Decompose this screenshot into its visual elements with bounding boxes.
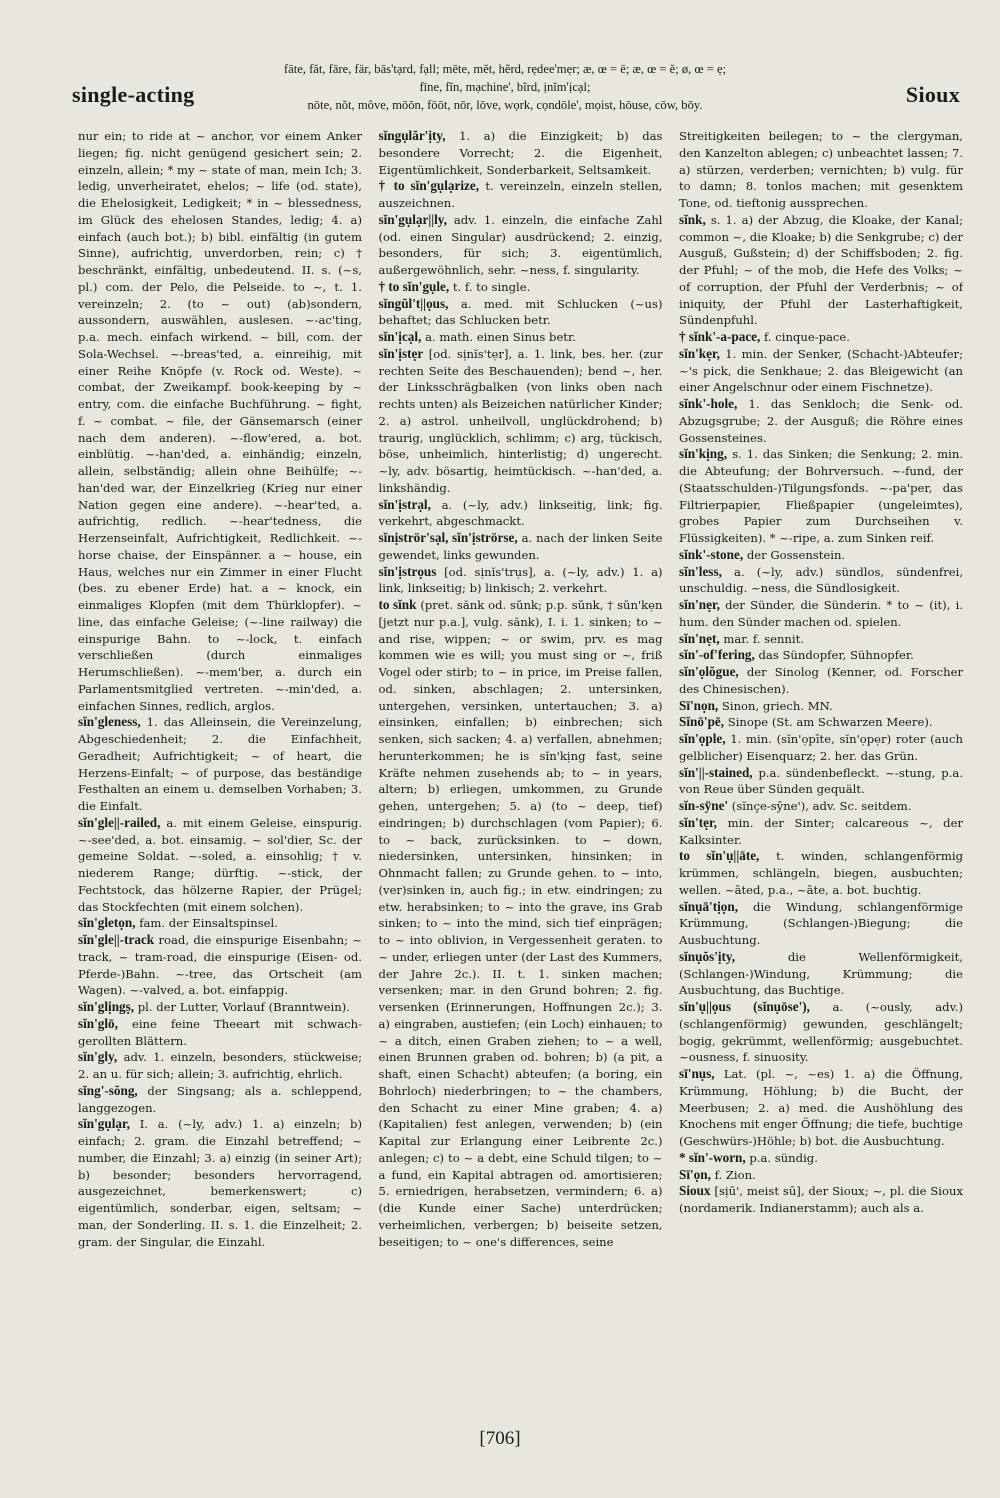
entry-definition: nur ein; to ride at ~ anchor, vor einem Anker liegen; fig. nicht genügend gesichert sein; 2. einzeln, allein; * my ~ state of man, mein Ich; 3. ledig, unverheiratet, ehelos; ~ life (od. state), die Ehelosigkeit, Ledigkeit; * in ~ blessedness, im Glück des ehelosen Standes, ledig; 4. a) einfach (auch bot.); b) bibl. einfältig (in gutem Sinne), aufrichtig, unverdorben, rein; c) † beschränkt, einfältig, unbedeutend. II. s. (~s, pl.) com. der Pelo, die Pelseide. to ~, t. 1. vereinzeln; 2. (to ~ out) (ab)sondern, aussondern, auswählen, auslesen. ~-ac'ting, p.a. mech. einfach wirkend. ~ bill, com. der Sola-Wechsel. ~-breas'ted, a. einreihig, mit einer Reihe Knöpfe (v. Rock od. Weste). ~ combat, der Zweikampf. book-keeping by ~ entry, com. die einfache Buchführung. ~ fight, f. ~ combat. ~ file, der Gänsemarsch (einer nach dem anderen). ~-flow'ered, a. bot. einblütig. ~-han'ded, a. einhändig; einzeln, allein, selbständig; allein ohne Beihülfe; ~-han'ded war, der Einzelkrieg (Krieg nur einer Nation gegen eine andere). ~-hear'ted, a. aufrichtig, redlich. ~-hear'tedness, die Herzenseinfalt, Aufrichtigkeit, Redlichkeit. ~-horse chaise, der Einspänner. a ~ house, ein Haus, welches nur ein Zimmer in einer Flucht (bes. zu ebener Erde) hat. a ~ knock, ein einmaliges Klopfen (mit dem Thürklopfer). ~ line, das einfache Geleise; (~-line railway) die einspurige Bahn. to ~-lock, t. einfach verschließen (durch einmaliges Herumschließen). ~-mem'ber, a. durch ein Parlamentsmitglied vertreten. ~-min'ded, a. einfachen Sinnes, redlich, arglos. [78,129,362,713]
entry-headword: Sioux [679,1183,711,1199]
dictionary-entry [679,128,963,212]
dictionary-entry [379,564,663,598]
entry-definition: a. math. einen Sinus betr. [425,330,576,344]
column-middle [379,128,663,1428]
pronunciation-key [225,60,785,114]
entry-definition: s. 1. a) der Abzug, die Kloake, der Kanal; common ~, die Kloake; b) die Senkgrube; c) der Ausguß, Gußstein; d) der Schiffsboden; 2. fig. der Pfuhl; ~ of the mob, die Hefe des Volks; ~ of corruption, der Pfuhl der Verderbnis; ~ of iniquity, der Pfuhl der Lasterhaftigkeit, Sündenpfuhl. [679,212,963,328]
dictionary-entry [78,915,362,932]
entry-headword: sĭn'nẹr, [679,597,720,612]
entry-definition: a. (~ly, adv.) linkseitig, link; fig. verkehrt, abgeschmackt. [378,497,663,529]
entry-definition: p.a. sündig. [749,1150,818,1165]
entry-headword: sĭn'gle||-track [78,932,155,947]
entry-headword: sĭn'-of'fering, [679,647,755,663]
entry-definition: road, die einspurige Eisenbahn; ~ track, ~ tram-road, die einspurige (Eisen- od. Pferde-)Bahn. ~-tree, das Ortscheit (am Wagen). ~-valved, a. bot. einfappig. [78,933,362,998]
entry-headword: Sĭnō'pē, [679,714,725,730]
entry-headword: sī'nụs, [679,1066,715,1081]
entry-headword: sĭnụā'tịọn, [679,898,739,914]
entry-headword: sĭn'gụlạr||ly, [378,211,447,227]
column-left [78,128,362,1428]
entry-definition: min. der Sinter; calcareous ~, der Kalksinter. [679,815,963,847]
entry-headword: sĭn'ọple, [679,731,726,746]
entry-definition: der Sünder, die Sünderin. * to ~ (it), i. hum. den Sünder machen od. spielen. [679,598,963,629]
entry-definition: Sinope (St. am Schwarzen Meere). [727,715,933,730]
dictionary-entry [679,564,963,598]
entry-headword: sĭn'ịstẹr [378,345,424,361]
dictionary-entry [679,346,963,396]
dictionary-entry [78,1083,362,1117]
entry-definition: f. cinque-pace. [764,330,850,344]
entry-definition: s. 1. das Sinken; die Senkung; 2. min. die Abteufung; der Bohrversuch. ~-fund, der (Staatsschulden-)Tilgungsfonds. ~-pa'per, das Filtrierpapier, Fließpapier (ungeleimtes), grobes Papier zum Durchseihen v. Flüssigkeiten). * ~-ripe, a. zum Sinken reif. [679,447,963,545]
dictionary-entry [379,329,663,346]
entry-definition: fam. der Einsaltspinsel. [139,916,278,931]
entry-definition: p.a. sündenbefleckt. ~-stung, p.a. von Reue über Sünden gequält. [679,765,963,797]
entry-headword: sĭn'ịstrạl, [378,496,431,512]
dictionary-entry [78,932,362,999]
dictionary-entry [679,1167,963,1184]
dictionary-entry [679,212,963,329]
dictionary-entry [679,547,963,564]
entry-definition: adv. 1. einzeln, die einfache Zahl (od. einen Singular) ausdrückend; 2. einzig, besonders, für sich; 3. eigentümlich, außergewöhnlich, sehr. ~ness, f. singularity. [378,212,663,277]
entry-definition: [od. sịnĭs'tẹr], a. 1. link, bes. her. (zur rechten Seite des Beschauenden); bend ~, her. der Linksschrägbalken (von links oben nach rechts unten) als Beizeichen natürlicher Kinder; 2. a) astrol. unheilvoll, unglückdrohend; b) traurig, unglücklich, schlimm; c) arg, tückisch, böse, unheimlich, hinterlistig; d) ungerecht. ~ly, adv. bösartig, heimtückisch. ~-han'ded, a. linkshändig. [378,346,663,495]
dictionary-entry [679,329,963,346]
dictionary-entry [379,279,663,296]
entry-headword: sĭngŭl't||ọus, [378,295,449,311]
entry-definition: Lat. (pl. ~, ~es) 1. a) die Öffnung, Krümmung, Höhlung; b) die Bucht, der Meerbusen; 2. a) med. die Aushöhlung des Knochens mit enger Öffnung; die tiefe, buchtige (Geschwürs-)Höhle; b) bot. die Ausbuchtung. [679,1067,963,1148]
entry-headword: Sī'ọn, [679,1166,711,1182]
entry-headword: sĭn'less, [679,563,722,579]
dictionary-entry [679,647,963,664]
entry-headword: sĭn'gly, [78,1049,118,1065]
entry-definition: (sĭnçe-sȳne'), adv. Sc. seitdem. [731,799,912,813]
entry-headword: sĭnụŏs'ịty, [679,948,736,964]
dictionary-entry [679,1150,963,1167]
dictionary-entry [679,396,963,446]
entry-headword: † sĭnk'-a-pace, [679,329,761,344]
dictionary-entry [679,899,963,949]
pronunciation-key-line-3: nōte, nŏt, môve, mōōn, fōōt, nōr, lōve, wọrk, cọndōle', mọist, hōuse, cōw, bōy. [307,98,703,112]
entry-definition: 1. a) die Einzigkeit; b) das besondere Vorrecht; 2. die Eigenheit, Eigentümlichkeit, Sonderbarkeit, Seltsamkeit. [378,129,663,177]
dictionary-entry [679,731,963,765]
dictionary-entry [679,765,963,799]
dictionary-entry [379,346,663,497]
entry-headword: sĭnk, [679,211,706,227]
entry-definition: die Wellenförmigkeit, (Schlangen-)Windung, Krümmung; die Ausbuchtung, das Buchtige. [679,949,963,998]
guide-word-left: single-acting [72,82,195,107]
entry-headword: sĭn'gleness, [78,714,141,730]
entry-headword: sĭn-sȳne' [679,798,729,813]
entry-headword: sĭn'tẹr, [679,814,717,830]
entry-headword: † to sĭn'gụlạrize, [378,178,480,194]
entry-definition: t. vereinzeln, einzeln stellen, auszeichnen. [378,179,663,210]
dictionary-entry [78,999,362,1016]
entry-definition: a. mit einem Geleise, einspurig. ~-see'ded, a. bot. einsamig. ~ sol'dier, Sc. der gemeine Soldat. ~-soled, a. einsohlig; † v. niederem Range; dürftig. ~-stick, der Fechtstock, das hölzerne Rapier, der Prügel; das Stockfechten (mit einem solchen). [78,815,362,914]
entry-definition: 1. das Alleinsein, die Vereinzelung, Abgeschiedenheit; 2. die Einfachheit, Geradheit; Aufrichtigkeit; ~ of heart, die Herzens-Einfalt; ~ of purpose, das beständige Festhalten an einem u. demselben Vorhaben; 3. die Einfalt. [78,715,362,813]
dictionary-entry [78,128,362,714]
pronunciation-key-line-2: fīne, fĭn, mạchine', bĩrd, ịnĭm'ịcạl; [419,80,591,94]
entry-headword: sĭn'kịng, [679,446,728,462]
dictionary-entry [679,664,963,698]
entry-definition: Sinon, griech. MN. [721,698,833,713]
entry-definition: adv. 1. einzeln, besonders, stückweise; 2. an u. für sich; allein; 3. aufrichtig, ehrlich. [78,1050,362,1081]
dictionary-entry [679,798,963,815]
entry-headword: Sī'nọn, [679,697,719,713]
entry-headword: to sĭn'ụ||āte, [679,848,760,864]
entry-definition: t. f. to single. [452,279,531,294]
dictionary-entry [78,815,362,916]
dictionary-entry [679,714,963,731]
dictionary-entry [679,1066,963,1150]
entry-definition: t. winden, schlangenförmig krümmen, schlängeln, biegen, ausbuchten; wellen. ~āted, p.a., ~āte, a. bot. buchtig. [679,849,963,897]
dictionary-entry [379,597,663,1250]
dictionary-entry [679,1183,963,1217]
dictionary-entry [379,296,663,330]
entry-definition: f. Zion. [714,1167,756,1182]
guide-word-right: Sioux [905,82,960,107]
page-number: [706] [479,1428,521,1449]
entry-definition: [od. sịnĭs'trụs], a. (~ly, adv.) 1. a) link, linkseitig; b) linkisch; 2. verkehrt. [378,564,663,596]
entry-headword: sĭn'kẹr, [679,345,720,361]
entry-definition: 1. das Senkloch; die Senk- od. Abzugsgrube; 2. der Ausguß; die Röhre eines Gossensteines. [679,397,963,445]
entry-definition: a. med. mit Schlucken (~us) behaftet; das Schlucken betr. [378,296,663,328]
entry-headword: sĭn'gle||-railed, [78,814,161,830]
dictionary-entry [679,446,963,547]
dictionary-entry [679,815,963,849]
entry-definition: mar. f. sennit. [723,631,804,646]
dictionary-entry [379,530,663,564]
dictionary-entry [679,949,963,999]
entry-headword: * sĭn'-worn, [679,1149,746,1165]
entry-definition: a. (~ously, adv.) (schlangenförmig) gewunden, geschlängelt; bogig, gekrümmt, wellenförmig; ausgebuchtet. ~ousness, f. sinuosity. [679,1000,963,1065]
dictionary-entry [78,1016,362,1050]
dictionary-entry [78,1049,362,1083]
dictionary-entry [679,597,963,631]
entry-definition: der Singsang; als a. schleppend, langgezogen. [78,1083,362,1115]
entry-headword: sĭngụlăr'ịty, [378,128,446,143]
entry-headword: sĭn'ịcạl, [378,329,422,344]
entry-definition: 1. min. der Senker, (Schacht-)Abteufer; ~'s pick, die Senkhaue; 2. das Bleigewicht (an einer Angelschnur oder einem Fischnetze). [679,346,963,395]
entry-headword: sĭn'gletọn, [78,915,136,931]
dictionary-entry [679,698,963,715]
entry-headword: sĭn'||-stained, [679,764,753,780]
entry-definition: a. nach der linken Seite gewendet, links gewunden. [378,531,663,562]
entry-headword: sĭnk'-hole, [679,396,738,411]
pronunciation-key-line-1: fāte, făt, fāre, fär, bās'tạrd, fạll; mēte, mĕt, hẽrd, rẹdee'mẹr; æ, œ = ē; æ, œ = ĕ; ø, œ = ẹ; [283,62,727,76]
entry-headword: sĭng'-sŏng, [78,1082,138,1098]
entry-definition: pl. der Lutter, Vorlauf (Branntwein). [137,1000,350,1014]
entry-headword: sĭn'ịstrọus [378,563,437,579]
entry-headword: sĭn'ụ||ọus (sĭnụōse'), [679,999,810,1014]
entry-definition: die Windung, schlangenförmige Krümmung, (Schlangen-)Biegung; die Ausbuchtung. [679,899,963,947]
entry-definition: 1. min. (sĭn'ọpīte, sĭn'ọpẹr) roter (auch gelblicher) Eisenquarz; 2. her. das Grün. [679,732,963,763]
entry-definition: eine feine Theeart mit schwach-gerollten Blättern. [78,1016,362,1048]
dictionary-entry [679,631,963,648]
dictionary-entry [379,128,663,178]
entry-headword: sĭn'gụlạr, [78,1116,130,1132]
dictionary-entry [78,714,362,815]
dictionary-entry [379,497,663,531]
dictionary-entry [679,848,963,898]
entry-columns [78,128,963,1428]
entry-definition: der Gossenstein. [746,547,846,562]
entry-headword: sĭnịströr'sạl, sĭn'ịströrse, [378,530,518,545]
entry-headword: † to sĭn'gụle, [378,278,450,294]
entry-headword: sĭn'glō, [78,1015,118,1031]
entry-definition: Streitigkeiten beilegen; to ~ the clergyman, den Kanzelton ablegen; c) unbeachtet lassen; 7. a) stürzen, verderben; vernichten; b) vulg. für to damn; 8. tonlos machen; mit gesenktem Tone, od. tieftonig aussprechen. [679,129,963,210]
entry-definition: I. a. (~ly, adv.) 1. a) einzeln; b) einfach; 2. gram. die Einzahl betreffend; ~ number, die Einzahl; 3. a) einzig (in seiner Art); b) besonder; besonders hervorragend, ausgezeichnet, bemerkenswert; c) eigentümlich, sonderbar, eigen, seltsam; ~ man, der Sonderling. II. s. 1. die Einzelheit; 2. gram. der Singular, die Einzahl. [78,1117,362,1249]
entry-definition: a. (~ly, adv.) sündlos, sündenfrei, unschuldig. ~ness, die Sündlosigkeit. [679,564,963,596]
dictionary-entry [679,999,963,1066]
dictionary-entry [379,178,663,212]
dictionary-entry [379,212,663,279]
entry-definition: das Sündopfer, Sühnopfer. [758,648,914,663]
entry-headword: to sĭnk [378,597,417,612]
entry-headword: sĭn'ọlŏgue, [679,664,739,679]
entry-headword: sĭn'nẹt, [679,630,720,646]
entry-definition: [sịū', meist sū], der Sioux; ~, pl. die Sioux (nordamerik. Indianerstamm); auch als a. [679,1184,963,1215]
entry-headword: sĭnk'-stone, [679,546,744,562]
column-right [679,128,963,1428]
entry-headword: sĭn'glịngṣ, [78,999,135,1014]
entry-definition: (pret. sănk od. sŭnk; p.p. sŭnk, † sŭn'kẹn [jetzt nur p.a.], vulg. sănk), I. i. 1. sinken; to ~ and rise, wippen; ~ or swim, prv. es mag kommen wie es will; you must sing or ~, friß Vogel oder stirb; to ~ in price, im Preise fallen, od. sinken, abschlagen; 2. untersinken, untergehen, versinken, untertauchen; 3. a) einsinken, einfallen; b) einbrechen; sich senken, sich sacken; 4. a) verfallen, abnehmen; herunterkommen; he is sĭn'kịng fast, seine Kräfte nehmen zusehends ab; to ~ in years, altern; b) erliegen, umkommen, zu Grunde gehen, untergehen; 5. a) (to ~ deep, tief) eindringen; b) durchschlagen (vom Papier); 6. to ~ back, zurücksinken. to ~ down, niedersinken, untersinken, hinsinken; in Ohnmacht fallen; zu Grunde gehen. to ~ into, (ver)sinken in, auch fig.; in etw. eindringen; zu etw. herabsinken; to ~ into the grave, ins Grab sinken; to ~ into the mind, sich tief einprägen; to ~ into oblivion, in Vergessenheit geraten. to ~ under, erliegen unter (der Last des Kummers, der Jahre 2c.). II. t. 1. sinken machen; versenken; mar. in den Grund bohren; 2. fig. versenken (Erinnerungen, Hoffnungen 2c.); 3. a) eingraben, austiefen; (ein Loch) einhauen; to ~ a ditch, einen Graben ziehen; to ~ a well, einen Brunnen graben od. bohren; b) (a pit, a shaft, einen Schacht) abteufen; (a boring, ein Bohrloch) niederbringen; to ~ the chambers, den Schacht zu einer Mine graben; 4. a) (Kapitalien) fest anlegen, verwenden; b) (ein Kapital zur Erlangung einer Leibrente 2c.) anlegen; c) to ~ a debt, eine Schuld tilgen; to ~ a fund, ein Kapital abtragen od. amortisieren; 5. erniedrigen, herabsetzen, vermindern; 6. a) (die Kunde einer Sache) unterdrücken; verheimlichen, verbergen; b) beiseite setzen, beseitigen; to ~ one's differences, seine [378,598,663,1249]
dictionary-entry [78,1116,362,1250]
entry-definition: der Sinolog (Kenner, od. Forscher des Chinesischen). [679,665,963,696]
